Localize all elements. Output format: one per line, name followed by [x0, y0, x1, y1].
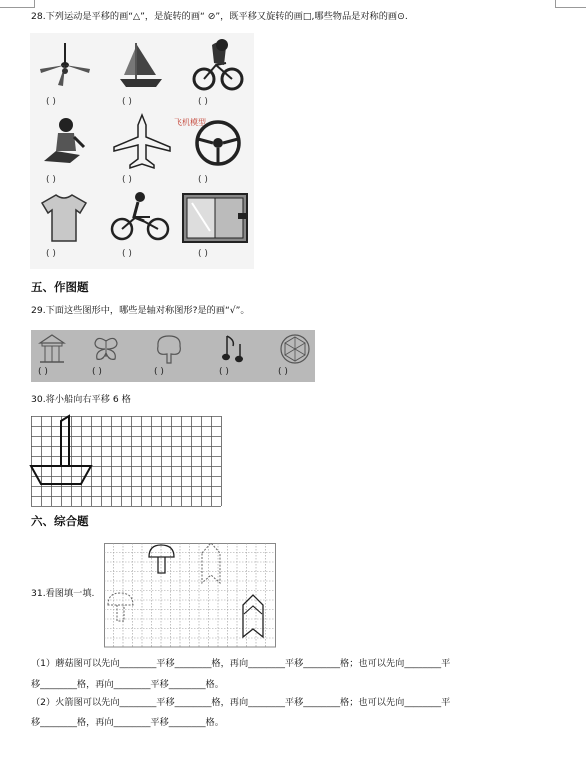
question-31-part-2-line-2: 移________格，再向________平移________格。	[31, 717, 224, 728]
question-31-part-2-line-1: （2）火箭图可以先向________平移________格，再向________平移________格；也可以先向________平	[31, 697, 451, 708]
question-28-text: 28.下列运动是平移的画“△”，是旋转的画“ ⊘”，既平移又旋转的画□,哪些物品是对称的画⊙.	[31, 11, 408, 22]
steering-wheel-icon	[194, 119, 242, 167]
answer-paren[interactable]: ( )	[46, 97, 56, 107]
cyclist-icon	[192, 37, 244, 93]
music-note-icon	[221, 334, 247, 364]
pavilion-icon	[39, 334, 65, 364]
question-31-part-1-line-1: （1）蘑菇图可以先向________平移________格，再向________平移________格；也可以先向________平	[31, 658, 451, 669]
rocket-dashed	[202, 543, 220, 583]
question-31-text: 31.看图填一填.	[31, 588, 95, 599]
answer-paren[interactable]: ( )	[46, 249, 56, 259]
answer-paren[interactable]: ( )	[122, 249, 132, 259]
question-28-picture-grid	[30, 33, 254, 269]
airplane-model-icon	[112, 113, 172, 171]
sliding-window-icon	[182, 193, 248, 243]
answer-paren[interactable]: ( )	[198, 175, 208, 185]
answer-paren[interactable]: ( )	[92, 367, 102, 377]
question-30-text: 30.将小船向右平移 6 格	[31, 394, 131, 405]
question-29-text: 29.下面这些图形中，哪些是轴对称图形?是的画“√”。	[31, 305, 250, 316]
answer-paren[interactable]: ( )	[278, 367, 288, 377]
sailboat-icon	[116, 39, 166, 91]
section-title: 六、综合题	[31, 514, 89, 528]
question-31-part-1-line-2: 移________格，再向________平移________格。	[31, 679, 224, 690]
boat-sail	[61, 416, 69, 466]
mushroom-cap-dashed	[108, 593, 133, 605]
page-corner-mark-left	[0, 0, 35, 8]
answer-paren[interactable]: ( )	[122, 97, 132, 107]
boat-hull	[31, 466, 91, 484]
answer-paren[interactable]: ( )	[198, 249, 208, 259]
answer-paren[interactable]: ( )	[219, 367, 229, 377]
butterfly-icon	[93, 335, 119, 363]
mushroom-stem	[158, 557, 165, 573]
section-title: 五、作图题	[31, 280, 89, 294]
rocket	[243, 595, 263, 637]
answer-paren[interactable]: ( )	[154, 367, 164, 377]
boat-grid	[31, 416, 223, 506]
answer-paren[interactable]: ( )	[198, 97, 208, 107]
answer-paren[interactable]: ( )	[46, 175, 56, 185]
answer-paren[interactable]: ( )	[122, 175, 132, 185]
question-29-figure-strip	[31, 330, 315, 382]
sitting-child-icon	[40, 117, 90, 169]
pattern-icon	[279, 333, 311, 365]
ceiling-fan-icon	[38, 43, 92, 89]
page-corner-mark-right	[555, 0, 586, 8]
translation-grid	[104, 543, 276, 649]
bicycle-rider-icon	[110, 191, 170, 241]
answer-paren[interactable]: ( )	[38, 367, 48, 377]
airplane-model-label: 飞机模型	[174, 118, 206, 127]
tree-icon	[155, 334, 183, 364]
t-shirt-icon	[40, 193, 88, 243]
